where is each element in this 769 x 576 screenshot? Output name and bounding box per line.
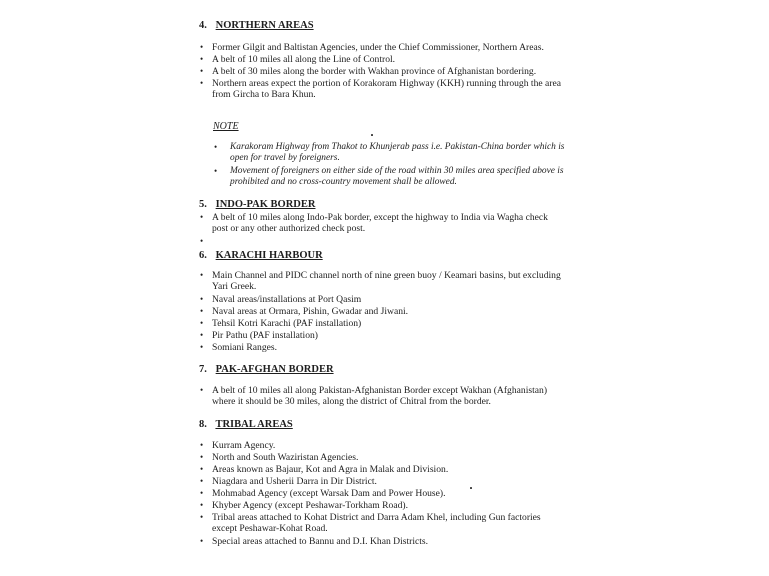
bullet-icon: •	[200, 236, 204, 246]
section-heading-indo-pak-border	[199, 199, 315, 210]
bullet-icon: •	[200, 512, 204, 522]
bullet-icon: •	[200, 342, 204, 352]
bullet-icon: •	[200, 294, 204, 304]
section-number: 8.	[199, 419, 207, 430]
section-number: 5.	[199, 199, 207, 210]
section-title: KARACHI HARBOUR	[215, 250, 323, 261]
bullet-icon: •	[200, 54, 204, 64]
section-title: TRIBAL AREAS	[215, 419, 293, 430]
bullet-icon: •	[200, 330, 204, 340]
section-number: 4.	[199, 20, 207, 31]
bullet-icon: •	[200, 452, 204, 462]
section-number: 6.	[199, 250, 207, 261]
section-title: NORTHERN AREAS	[215, 20, 314, 31]
section-title: INDO-PAK BORDER	[215, 199, 316, 210]
bullet-icon: •	[200, 488, 204, 498]
bullet-icon: •	[200, 212, 204, 222]
bullet-icon: •	[200, 464, 204, 474]
bullet-icon: •	[200, 318, 204, 328]
note-label: NOTE	[213, 121, 239, 132]
bullet-icon: •	[200, 270, 204, 280]
section-number: 7.	[199, 364, 207, 375]
bullet-icon: •	[200, 42, 204, 52]
bullet-icon: •	[200, 476, 204, 486]
bullet-icon: •	[200, 536, 204, 546]
bullet-icon: •	[200, 306, 204, 316]
section-heading-pak-afghan-border	[199, 364, 334, 375]
section-heading-karachi-harbour	[199, 250, 323, 261]
bullet-icon: •	[200, 500, 204, 510]
section-title: PAK-AFGHAN BORDER	[215, 364, 334, 375]
scan-speck	[371, 134, 373, 136]
section-heading-tribal-areas	[199, 419, 293, 430]
bullet-icon: •	[200, 440, 204, 450]
bullet-icon: •	[214, 166, 218, 176]
bullet-icon: •	[214, 142, 218, 152]
bullet-icon: •	[200, 385, 204, 395]
bullet-icon: •	[200, 78, 204, 88]
document-page: 4. NORTHERN AREAS • Former Gilgit and Baltistan Agencies, under the Chief Commissioner, Northern Areas. • A belt of 10 miles all along the Line of Control. • A belt of 30 miles along the border with Wakhan province of Afghanistan bordering. • Northern areas expect the portion of Korakoram Highway (KKH) running through the area from Gircha to Bara Khun. NOTE • Karakoram Highway from Thakot to Khunjerab pass i.e. Pakistan-China border which is open for travel by foreigners. • Movement of foreigners on either side of the road within 30 miles area specified above is prohibited and no cross-country movement shall be allowed. 5. INDO-PAK BORDER • A belt of 10 miles along Indo-Pak border, except the highway to India via Wagha check post or any other authorized check post. • 6. KARACHI HARBOUR • Main Channel and PIDC channel north of nine green buoy / Keamari basins, but excluding Yari Greek. • Naval areas/installations at Port Qasim • Naval areas at Ormara, Pishin, Gwadar and Jiwani. • Tehsil Kotri Karachi (PAF installation) • Pir Pathu (PAF installation) • Somiani Ranges. 7. PAK-AFGHAN BORDER • A belt of 10 miles all along Pakistan-Afghanistan Border except Wakhan (Afghanistan) where it should be 30 miles, along the district of Chitral from the border. 8. TRIBAL AREAS • Kurram Agency. • North and South Waziristan Agencies. • Areas known as Bajaur, Kot and Agra in Malak and Division. • Niagdara and Usherii Darra in Dir District. • Mohmabad Agency (except Warsak Dam and Power House). • Khyber Agency (except Peshawar-Torkham Road). • Tribal areas attached to Kohat District and Darra Adam Khel, including Gun factories except Peshawar-Kohat Road. • Special areas attached to Bannu and D.I. Khan Districts.	[199, 20, 565, 547]
bullet-icon: •	[200, 66, 204, 76]
section-heading-northern-areas	[199, 20, 314, 31]
scan-speck	[470, 487, 472, 489]
